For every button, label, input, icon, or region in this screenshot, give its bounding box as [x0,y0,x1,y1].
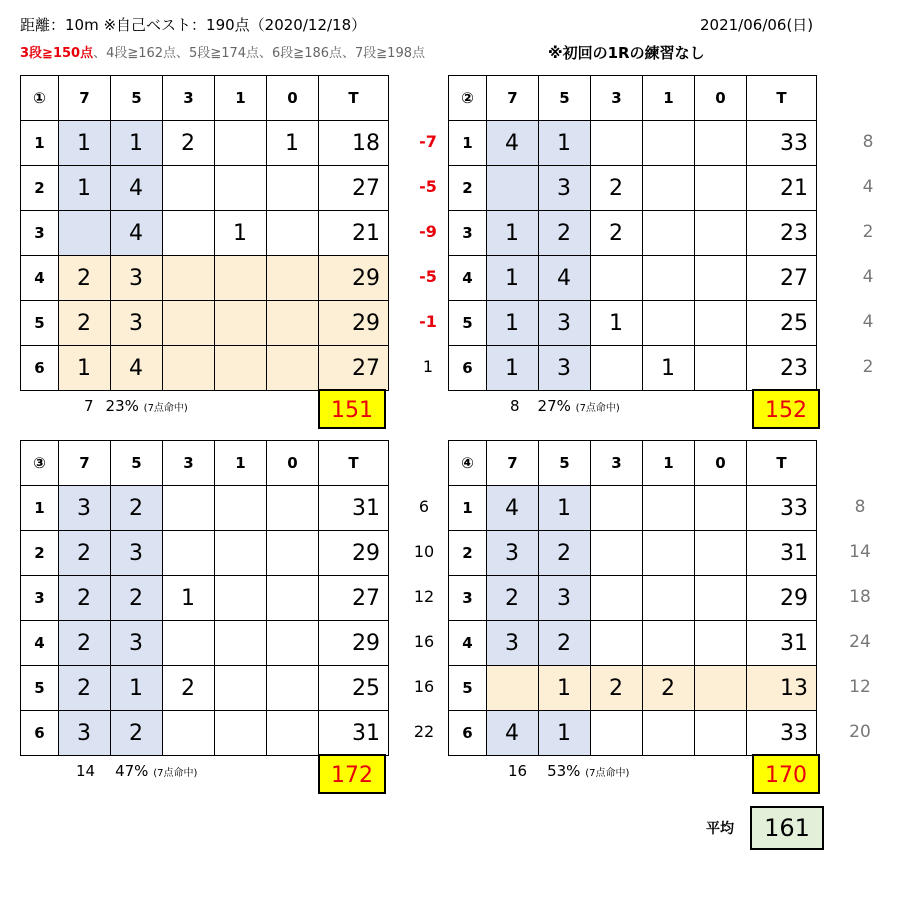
hit-count-cell [267,666,319,711]
column-header: T [747,76,817,121]
side-value: 8 [854,497,866,517]
sevens-count: 8 [510,397,520,415]
side-value: 12 [413,587,435,606]
end-number: 1 [449,121,487,166]
hit-count-cell [643,211,695,256]
hit-count-cell [591,256,643,301]
rank-threshold-others: 、4段≧162点、5段≧174点、6段≧186点、7段≧198点 [93,46,425,61]
end-number: 1 [21,486,59,531]
end-total: 29 [319,531,389,576]
column-header: 7 [487,76,539,121]
end-number: 2 [449,166,487,211]
hit-count-cell: 2 [59,301,111,346]
hit-count-cell [643,121,695,166]
hit-count-cell [591,531,643,576]
hit-count-cell: 2 [59,576,111,621]
hit-count-cell: 2 [111,711,163,756]
side-value: -9 [419,222,437,241]
hit-count-cell [643,301,695,346]
hit-count-cell: 2 [163,121,215,166]
hit-count-cell: 1 [487,256,539,301]
end-total: 23 [747,211,817,256]
hit-count-cell: 2 [163,666,215,711]
round-summary [510,397,620,415]
end-number: 6 [21,346,59,391]
hit-count-cell [163,711,215,756]
hit-count-cell [695,486,747,531]
end-number: 3 [21,576,59,621]
hit-count-cell [163,486,215,531]
hit-count-cell [163,166,215,211]
hit-count-cell: 1 [643,346,695,391]
hit-count-cell: 2 [643,666,695,711]
end-total: 33 [747,486,817,531]
hit-count-cell: 1 [487,346,539,391]
end-total: 33 [747,711,817,756]
hit-count-cell [695,621,747,666]
side-value: 14 [849,542,871,562]
hit-count-cell [643,256,695,301]
hit-count-cell: 3 [539,576,591,621]
end-number: 6 [449,346,487,391]
round-table-4 [448,440,817,756]
side-value: 4 [862,177,874,197]
hit-count-cell [215,301,267,346]
side-value: 22 [413,722,435,741]
column-header: 7 [59,76,111,121]
hit-count-cell [591,621,643,666]
hit-count-cell: 4 [539,256,591,301]
column-header: 1 [643,76,695,121]
end-total: 33 [747,121,817,166]
seven-hit-note: (7点命中) [143,403,188,414]
table-row [449,531,817,576]
hit-count-cell [591,711,643,756]
table-row [449,211,817,256]
hit-count-cell [695,531,747,576]
hit-count-cell [695,211,747,256]
end-number: 4 [21,256,59,301]
hit-count-cell: 2 [111,486,163,531]
hit-count-cell [163,301,215,346]
hit-count-cell: 1 [539,666,591,711]
hit-count-cell: 2 [59,621,111,666]
column-header: 0 [695,76,747,121]
hit-count-cell [163,346,215,391]
hit-count-cell: 3 [539,166,591,211]
hit-count-cell [267,301,319,346]
side-value: 6 [418,497,430,516]
seven-hit-rate: 47% [115,762,149,780]
hit-count-cell: 2 [111,576,163,621]
table-row [449,121,817,166]
end-total: 31 [747,531,817,576]
hit-count-cell: 1 [111,121,163,166]
hit-count-cell [695,301,747,346]
column-header: 1 [215,441,267,486]
side-value: 1 [422,357,434,376]
hit-count-cell: 3 [111,256,163,301]
end-total: 25 [319,666,389,711]
end-total: 23 [747,346,817,391]
hit-count-cell: 2 [539,531,591,576]
session-date: 2021/06/06(日) [700,16,814,34]
hit-count-cell: 2 [59,531,111,576]
hit-count-cell [591,486,643,531]
table-row [449,621,817,666]
end-total: 13 [747,666,817,711]
end-number: 3 [449,211,487,256]
hit-count-cell [643,166,695,211]
round-total: 151 [318,389,386,429]
hit-count-cell: 3 [539,346,591,391]
table-row [21,531,389,576]
end-total: 31 [747,621,817,666]
hit-count-cell: 1 [163,576,215,621]
hit-count-cell [695,346,747,391]
average-score: 161 [750,806,824,850]
average-label: 平均 [706,821,734,837]
table-row [449,256,817,301]
column-header: 5 [539,76,591,121]
round-summary [84,397,188,415]
hit-count-cell [267,256,319,301]
hit-count-cell: 1 [487,301,539,346]
end-number: 1 [21,121,59,166]
hit-count-cell [695,711,747,756]
hit-count-cell [591,576,643,621]
hit-count-cell: 3 [111,621,163,666]
column-header: 3 [163,441,215,486]
hit-count-cell [267,576,319,621]
round-mark: ① [21,76,59,121]
hit-count-cell: 1 [539,486,591,531]
hit-count-cell [215,666,267,711]
table-row [21,211,389,256]
hit-count-cell: 2 [59,256,111,301]
hit-count-cell [59,211,111,256]
hit-count-cell: 4 [487,121,539,166]
hit-count-cell: 1 [215,211,267,256]
side-value: -7 [419,132,437,151]
table-row [449,711,817,756]
hit-count-cell: 4 [111,346,163,391]
side-value: 16 [413,632,435,651]
hit-count-cell [215,121,267,166]
hit-count-cell: 3 [59,711,111,756]
hit-count-cell [487,666,539,711]
round-mark: ③ [21,441,59,486]
column-header: 1 [215,76,267,121]
end-number: 5 [449,301,487,346]
table-row [449,666,817,711]
seven-hit-note: (7点命中) [153,768,198,779]
table-row [21,576,389,621]
hit-count-cell: 1 [487,211,539,256]
hit-count-cell [267,711,319,756]
end-total: 29 [319,621,389,666]
hit-count-cell: 1 [111,666,163,711]
hit-count-cell [643,531,695,576]
hit-count-cell: 2 [591,166,643,211]
column-header: 3 [591,76,643,121]
side-value: 4 [862,312,874,332]
end-number: 4 [449,621,487,666]
hit-count-cell [695,121,747,166]
hit-count-cell: 3 [487,621,539,666]
hit-count-cell [215,166,267,211]
hit-count-cell [267,621,319,666]
hit-count-cell [215,621,267,666]
column-header: T [747,441,817,486]
table-row [21,621,389,666]
hit-count-cell: 1 [59,346,111,391]
end-total: 21 [319,211,389,256]
column-header: 7 [59,441,111,486]
round-summary [76,762,197,780]
hit-count-cell: 2 [539,211,591,256]
hit-count-cell [215,346,267,391]
hit-count-cell [267,531,319,576]
table-row [449,576,817,621]
end-number: 4 [449,256,487,301]
table-row [449,346,817,391]
hit-count-cell: 3 [539,301,591,346]
round-table-2 [448,75,817,391]
side-value: -1 [419,312,437,331]
side-value: -5 [419,267,437,286]
side-value: 20 [849,722,871,742]
round-summary [508,762,629,780]
round-mark: ④ [449,441,487,486]
side-value: 12 [849,677,871,697]
rank-threshold-3dan: 3段≧150点 [20,46,94,61]
hit-count-cell: 2 [591,211,643,256]
hit-count-cell: 4 [111,211,163,256]
end-number: 4 [21,621,59,666]
end-total: 29 [747,576,817,621]
column-header: 0 [267,441,319,486]
end-number: 2 [21,531,59,576]
hit-count-cell: 1 [267,121,319,166]
hit-count-cell [163,256,215,301]
seven-hit-note: (7点命中) [585,768,630,779]
column-header: T [319,441,389,486]
table-row [449,486,817,531]
end-total: 27 [747,256,817,301]
column-header: 5 [539,441,591,486]
hit-count-cell: 1 [539,711,591,756]
hit-count-cell: 1 [59,166,111,211]
hit-count-cell [215,486,267,531]
hit-count-cell [163,621,215,666]
hit-count-cell: 2 [487,576,539,621]
end-number: 5 [21,301,59,346]
side-value: 4 [862,267,874,287]
end-number: 2 [449,531,487,576]
hit-count-cell [695,666,747,711]
column-header: 1 [643,441,695,486]
hit-count-cell [695,256,747,301]
round-table-3 [20,440,389,756]
end-total: 27 [319,166,389,211]
hit-count-cell: 3 [111,301,163,346]
side-value: 8 [862,132,874,152]
end-total: 25 [747,301,817,346]
hit-count-cell [267,346,319,391]
column-header: 3 [591,441,643,486]
side-value: 18 [849,587,871,607]
seven-hit-note: (7点命中) [575,403,620,414]
round-table-1 [20,75,389,391]
round-total: 152 [752,389,820,429]
seven-hit-rate: 23% [105,397,139,415]
end-total: 27 [319,346,389,391]
table-row [449,301,817,346]
hit-count-cell [267,166,319,211]
end-number: 3 [449,576,487,621]
end-number: 6 [21,711,59,756]
side-value: 24 [849,632,871,652]
hit-count-cell [215,531,267,576]
table-row [21,121,389,166]
table-row [21,711,389,756]
seven-hit-rate: 53% [547,762,581,780]
hit-count-cell: 3 [111,531,163,576]
hit-count-cell: 4 [487,486,539,531]
hit-count-cell: 1 [591,301,643,346]
round-total: 170 [752,754,820,794]
hit-count-cell [487,166,539,211]
end-total: 31 [319,711,389,756]
practice-note: ※初回の1Rの練習なし [548,44,705,62]
end-number: 5 [449,666,487,711]
column-header: 3 [163,76,215,121]
hit-count-cell: 2 [539,621,591,666]
hit-count-cell [267,486,319,531]
table-row [21,301,389,346]
table-row [21,486,389,531]
end-number: 3 [21,211,59,256]
table-row [21,666,389,711]
end-total: 29 [319,256,389,301]
hit-count-cell [215,711,267,756]
sevens-count: 7 [84,397,94,415]
hit-count-cell [215,256,267,301]
side-value: 2 [862,357,874,377]
hit-count-cell: 2 [591,666,643,711]
end-total: 21 [747,166,817,211]
hit-count-cell: 4 [487,711,539,756]
hit-count-cell [163,211,215,256]
hit-count-cell [267,211,319,256]
end-number: 1 [449,486,487,531]
end-total: 27 [319,576,389,621]
end-number: 2 [21,166,59,211]
hit-count-cell: 2 [59,666,111,711]
hit-count-cell [695,166,747,211]
hit-count-cell [643,621,695,666]
end-number: 6 [449,711,487,756]
round-mark: ② [449,76,487,121]
hit-count-cell: 4 [111,166,163,211]
column-header: T [319,76,389,121]
end-total: 29 [319,301,389,346]
seven-hit-rate: 27% [537,397,571,415]
rank-thresholds [20,42,425,61]
column-header: 0 [267,76,319,121]
table-row [21,256,389,301]
hit-count-cell: 1 [59,121,111,166]
side-value: 2 [862,222,874,242]
side-value: -5 [419,177,437,196]
sevens-count: 14 [76,762,96,780]
hit-count-cell [591,121,643,166]
table-row [449,166,817,211]
distance-best: 距離：10m ※自己ベスト：190点（2020/12/18） [20,16,367,34]
hit-count-cell: 3 [59,486,111,531]
hit-count-cell [643,486,695,531]
end-total: 18 [319,121,389,166]
hit-count-cell: 1 [539,121,591,166]
table-row [21,166,389,211]
end-total: 31 [319,486,389,531]
table-row [21,346,389,391]
hit-count-cell [695,576,747,621]
hit-count-cell [643,711,695,756]
side-value: 10 [413,542,435,561]
column-header: 5 [111,76,163,121]
hit-count-cell: 3 [487,531,539,576]
hit-count-cell [163,531,215,576]
column-header: 7 [487,441,539,486]
end-number: 5 [21,666,59,711]
sevens-count: 16 [508,762,528,780]
side-value: 16 [413,677,435,696]
hit-count-cell [643,576,695,621]
hit-count-cell [215,576,267,621]
column-header: 5 [111,441,163,486]
hit-count-cell [591,346,643,391]
column-header: 0 [695,441,747,486]
round-total: 172 [318,754,386,794]
